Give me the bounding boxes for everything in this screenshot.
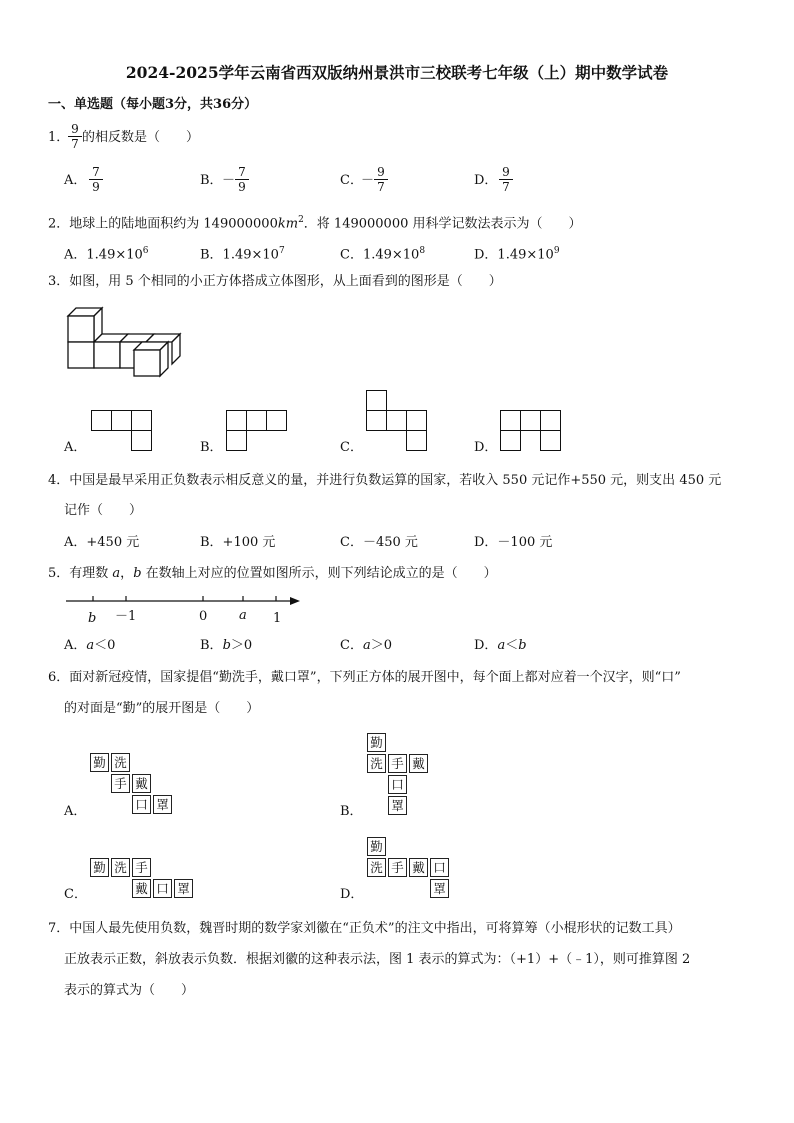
grid-square [91, 410, 112, 431]
option-b[interactable]: B．+100 元 [200, 535, 276, 550]
option-label[interactable]: C． [64, 887, 87, 902]
net-face: 口 [132, 795, 151, 814]
stem-part: ．将 149000000 用科学记数法表示为（ ） [303, 216, 582, 232]
option-label: D． [474, 638, 498, 653]
question-stem: 3．如图，用 5 个相同的小正方体搭成立体图形，从上面看到的图形是（ ） [48, 274, 502, 289]
grid-square [226, 430, 247, 451]
option-d[interactable] [474, 243, 560, 263]
axis-label-one: 1 [273, 611, 282, 626]
option-text: B．1.49×10 [200, 247, 279, 263]
variable: b [133, 566, 142, 581]
exponent: 9 [553, 246, 560, 256]
net-face: 罩 [153, 795, 172, 814]
option-d[interactable]: D．－100 元 [474, 535, 553, 550]
option-label[interactable]: B． [340, 804, 363, 819]
grid-square [226, 410, 247, 431]
net-face: 罩 [388, 796, 407, 815]
stem-part: ， [120, 566, 134, 581]
net-face: 洗 [367, 858, 386, 877]
numerator: 9 [68, 122, 82, 137]
net-face: 口 [388, 775, 407, 794]
net-face: 洗 [111, 858, 130, 877]
option-text: ＞0 [370, 638, 392, 653]
grid-square [131, 430, 152, 451]
option-text: A．1.49×10 [64, 247, 143, 263]
grid-square [500, 410, 521, 431]
option-a[interactable]: A．+450 元 [64, 535, 140, 550]
option-label[interactable]: A． [64, 440, 87, 455]
net-face: 口 [153, 879, 172, 898]
grid-square [266, 410, 287, 431]
net-face: 勤 [367, 837, 386, 856]
numerator: 9 [499, 165, 513, 180]
option-a[interactable] [64, 638, 115, 654]
grid-square [131, 410, 152, 431]
fraction [68, 122, 82, 151]
option-d[interactable] [474, 638, 527, 654]
exponent: 7 [278, 246, 285, 256]
net-face: 戴 [132, 879, 151, 898]
option-label[interactable]: C． [340, 440, 363, 455]
option-label[interactable]: A． [64, 804, 87, 819]
option-text: ＞0 [230, 638, 253, 653]
variable: a [112, 566, 121, 581]
question-stem [48, 212, 582, 232]
net-face: 戴 [409, 754, 428, 773]
net-face: 勤 [367, 733, 386, 752]
net-face: 口 [430, 858, 449, 877]
option-text: C．1.49×10 [340, 247, 420, 263]
option-b[interactable] [200, 243, 285, 263]
variable: b [518, 638, 527, 653]
unit: km [277, 216, 299, 232]
denominator: 7 [377, 180, 385, 194]
numerator: 9 [374, 165, 388, 180]
numerator: 7 [89, 165, 103, 180]
grid-square [406, 430, 427, 451]
question-stem-cont: 正放表示正数，斜放表示负数．根据刘徽的这种表示法，图 1 表示的算式为：（+1）+（﹣1），则可推算图 2 [64, 952, 691, 967]
grid-square [540, 430, 561, 451]
net-face: 手 [388, 754, 407, 773]
net-face: 手 [388, 858, 407, 877]
variable: a [86, 638, 95, 653]
variable: a [362, 638, 371, 653]
option-label: A． [64, 638, 87, 653]
grid-square [111, 410, 132, 431]
option-c[interactable] [340, 638, 392, 654]
option-label[interactable]: A． [64, 173, 87, 188]
option-c[interactable] [340, 243, 425, 263]
option-fraction [374, 165, 388, 194]
option-label: C． [340, 638, 363, 653]
question-stem: 4．中国是最早采用正负数表示相反意义的量，并进行负数运算的国家，若收入 550 元记作+550 元，则支出 450 元 [48, 473, 722, 488]
page-title: 2024-2025学年云南省西双版纳州景洪市三校联考七年级（上）期中数学试卷 [125, 63, 669, 82]
net-face: 勤 [90, 753, 109, 772]
minus-sign: － [361, 173, 375, 188]
question-stem: 7．中国人最先使用负数，魏晋时期的数学家刘徽在“正负术”的注文中指出，可将算筹（小棍形状的记数工具） [48, 921, 681, 936]
grid-square [520, 410, 541, 431]
variable: a [497, 638, 506, 653]
axis-label-a: a [239, 608, 247, 623]
minus-sign: － [222, 173, 236, 188]
grid-square [406, 410, 427, 431]
net-face: 洗 [367, 754, 386, 773]
grid-square [366, 390, 387, 411]
grid-square [386, 410, 407, 431]
cube-stack-figure [64, 304, 184, 376]
variable: b [222, 638, 231, 653]
axis-label-minus-one: －1 [115, 609, 137, 624]
net-face: 戴 [132, 774, 151, 793]
grid-square [540, 410, 561, 431]
stem-part: 在数轴上对应的位置如图所示，则下列结论成立的是（ ） [141, 566, 497, 581]
net-face: 手 [111, 774, 130, 793]
net-face: 洗 [111, 753, 130, 772]
option-fraction [235, 165, 249, 194]
axis-label-b: b [88, 611, 97, 626]
numerator: 7 [235, 165, 249, 180]
option-label[interactable]: B． [200, 173, 223, 188]
stem-part: 2．地球上的陆地面积约为 149000000 [48, 216, 278, 232]
question-stem: 的相反数是（ ） [82, 130, 200, 145]
denominator: 7 [71, 137, 79, 151]
number-line [64, 594, 304, 608]
net-face: 罩 [174, 879, 193, 898]
net-face: 罩 [430, 879, 449, 898]
option-c[interactable]: C．－450 元 [340, 535, 418, 550]
grid-square [366, 410, 387, 431]
option-label[interactable]: C． [340, 173, 363, 188]
stem-part: 5．有理数 [48, 566, 113, 581]
axis-label-zero: 0 [199, 609, 208, 624]
grid-square [246, 410, 267, 431]
question-stem-cont: 记作（ ） [64, 503, 143, 518]
option-text: ＜ [505, 638, 519, 653]
option-b[interactable] [200, 638, 252, 654]
option-a[interactable] [64, 243, 149, 263]
option-label[interactable]: D． [474, 173, 498, 188]
denominator: 9 [238, 180, 246, 194]
option-label[interactable]: D． [340, 887, 364, 902]
question-stem-cont: 表示的算式为（ ） [64, 983, 195, 998]
option-label[interactable]: B． [200, 440, 223, 455]
exponent: 8 [419, 246, 426, 256]
denominator: 9 [92, 180, 100, 194]
question-stem: 6．面对新冠疫情，国家提倡“勤洗手，戴口罩”，下列正方体的展开图中，每个面上都对应着一个汉字，则“口” [48, 670, 681, 685]
net-face: 手 [132, 858, 151, 877]
option-label[interactable]: D． [474, 440, 498, 455]
denominator: 7 [502, 180, 510, 194]
exponent: 6 [142, 246, 149, 256]
grid-square [500, 430, 521, 451]
net-face: 戴 [409, 858, 428, 877]
question-stem [48, 566, 497, 582]
unit-exponent: 2 [298, 215, 304, 225]
option-fraction [499, 165, 513, 194]
net-face: 勤 [90, 858, 109, 877]
option-label: B． [200, 638, 223, 653]
question-number: 1． [48, 130, 70, 145]
option-text: ＜0 [94, 638, 116, 653]
section-heading: 一、单选题（每小题3分，共36分） [48, 97, 258, 112]
option-text: D．1.49×10 [474, 247, 554, 263]
option-fraction [89, 165, 103, 194]
question-stem-cont: 的对面是“勤”的展开图是（ ） [64, 701, 260, 716]
